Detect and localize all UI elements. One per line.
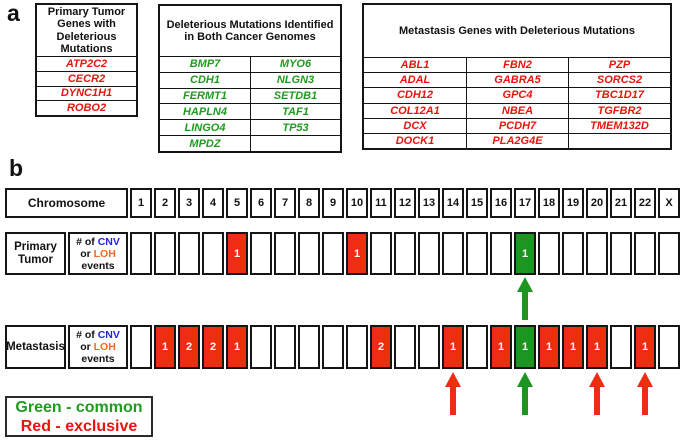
chr-X-cell-empty (658, 232, 680, 275)
gene-grid (37, 56, 136, 115)
gene-ROBO2: ROBO2 (37, 100, 136, 115)
gene-FBN2: FBN2 (466, 57, 568, 72)
gene-LINGO4: LINGO4 (160, 119, 250, 135)
chromosome-header-row (5, 188, 680, 218)
chr-12-cell-empty (394, 325, 416, 369)
events-label (68, 325, 128, 369)
chromosome-8-header: 8 (298, 188, 320, 218)
chr-7-cell-empty (274, 232, 296, 275)
gene-NLGN3: NLGN3 (250, 72, 340, 88)
chr-4-cell-exclusive: 2 (202, 325, 224, 369)
metastasis-row (5, 325, 680, 369)
gene-box-primary-tumor (35, 3, 138, 117)
chromosome-header-label: Chromosome (5, 188, 128, 218)
chromosome-11-header: 11 (370, 188, 392, 218)
chr-11-cell-empty (370, 232, 392, 275)
chr-20-cell-empty (586, 232, 608, 275)
chr-1-cell-empty (130, 325, 152, 369)
chr-10-cell-exclusive: 1 (346, 232, 368, 275)
chr-21-cell-empty (610, 325, 632, 369)
chr-9-cell-empty (322, 325, 344, 369)
gene-BMP7: BMP7 (160, 56, 250, 72)
chr-22-cell-empty (634, 232, 656, 275)
chr-13-cell-empty (418, 325, 440, 369)
chromosome-19-header: 19 (562, 188, 584, 218)
chr-12-cell-empty (394, 232, 416, 275)
chromosome-5-header: 5 (226, 188, 248, 218)
chr-20-cell-exclusive: 1 (586, 325, 608, 369)
chr-15-cell-empty (466, 232, 488, 275)
loh-label: LOH (93, 247, 116, 260)
gene-TMEM132D: TMEM132D (568, 118, 670, 133)
row-label-primary-tumor: Primary Tumor (5, 232, 66, 275)
gene-SORCS2: SORCS2 (568, 72, 670, 87)
gene-DYNC1H1: DYNC1H1 (37, 86, 136, 101)
gene-CECR2: CECR2 (37, 71, 136, 86)
chr-16-cell-empty (490, 232, 512, 275)
red-up-arrow-icon-chr-14 (444, 372, 462, 415)
gene-COL12A1: COL12A1 (364, 103, 466, 118)
gene-FERMT1: FERMT1 (160, 88, 250, 104)
chr-2-cell-empty (154, 232, 176, 275)
chr-7-cell-empty (274, 325, 296, 369)
gene-box-title: Metastasis Genes with Deleterious Mutations (399, 24, 635, 37)
chromosome-X-header: X (658, 188, 680, 218)
gene-grid (160, 56, 340, 151)
gene-PCDH7: PCDH7 (466, 118, 568, 133)
chr-X-cell-empty (658, 325, 680, 369)
loh-label: LOH (93, 341, 116, 353)
gene-box-title: Deleterious Mutations Identified in Both Cancer Genomes (166, 18, 334, 43)
chromosome-21-header: 21 (610, 188, 632, 218)
chromosome-22-header: 22 (634, 188, 656, 218)
chr-6-cell-empty (250, 232, 272, 275)
chr-1-cell-empty (130, 232, 152, 275)
legend-common: Green - common (15, 398, 143, 416)
chromosome-2-header: 2 (154, 188, 176, 218)
chr-8-cell-empty (298, 325, 320, 369)
chr-3-cell-empty (178, 232, 200, 275)
chr-5-cell-exclusive: 1 (226, 325, 248, 369)
chromosome-4-header: 4 (202, 188, 224, 218)
gene-SETDB1: SETDB1 (250, 88, 340, 104)
chr-18-cell-empty (538, 232, 560, 275)
gene-HAPLN4: HAPLN4 (160, 103, 250, 119)
red-up-arrow-icon-chr-20 (588, 372, 606, 415)
chr-6-cell-empty (250, 325, 272, 369)
red-up-arrow-icon-chr-22 (636, 372, 654, 415)
chr-22-cell-exclusive: 1 (634, 325, 656, 369)
chromosome-7-header: 7 (274, 188, 296, 218)
legend-box (5, 396, 153, 437)
chr-21-cell-empty (610, 232, 632, 275)
gene-GABRA5: GABRA5 (466, 72, 568, 87)
chr-8-cell-empty (298, 232, 320, 275)
chr-13-cell-empty (418, 232, 440, 275)
gene-CDH12: CDH12 (364, 87, 466, 102)
chromosome-6-header: 6 (250, 188, 272, 218)
chromosome-1-header: 1 (130, 188, 152, 218)
events-label-line3: events (81, 259, 115, 272)
gene-ADAL: ADAL (364, 72, 466, 87)
green-up-arrow-icon-chr-17 (516, 372, 534, 415)
panel-a-label: a (7, 0, 20, 26)
chromosome-17-header: 17 (514, 188, 536, 218)
chr-19-cell-empty (562, 232, 584, 275)
chr-18-cell-exclusive: 1 (538, 325, 560, 369)
chr-4-cell-empty (202, 232, 224, 275)
gene-TP53: TP53 (250, 119, 340, 135)
gene-MPDZ: MPDZ (160, 135, 250, 151)
legend-exclusive: Red - exclusive (20, 417, 138, 435)
chr-19-cell-exclusive: 1 (562, 325, 584, 369)
green-up-arrow-icon-chr-17 (516, 277, 534, 320)
chr-5-cell-exclusive: 1 (226, 232, 248, 275)
gene-box-title: Primary Tumor Genes with Deleterious Mutations (47, 5, 126, 55)
gene-box-both-genomes (158, 4, 342, 153)
events-label-line1: # of CNV (76, 329, 120, 341)
chromosome-16-header: 16 (490, 188, 512, 218)
gene-NBEA: NBEA (466, 103, 568, 118)
chr-11-cell-exclusive: 2 (370, 325, 392, 369)
gene-GPC4: GPC4 (466, 87, 568, 102)
chromosome-14-header: 14 (442, 188, 464, 218)
chr-14-cell-empty (442, 232, 464, 275)
chr-3-cell-exclusive: 2 (178, 325, 200, 369)
row-label-metastasis: Metastasis (5, 325, 66, 369)
chr-16-cell-exclusive: 1 (490, 325, 512, 369)
cnv-label: CNV (97, 235, 120, 248)
chromosome-3-header: 3 (178, 188, 200, 218)
gene-TAF1: TAF1 (250, 103, 340, 119)
events-label (68, 232, 128, 275)
chr-17-cell-common: 1 (514, 325, 536, 369)
chr-17-cell-common: 1 (514, 232, 536, 275)
chromosome-15-header: 15 (466, 188, 488, 218)
chromosome-13-header: 13 (418, 188, 440, 218)
gene-PZP: PZP (568, 57, 670, 72)
gene-CDH1: CDH1 (160, 72, 250, 88)
cnv-label: CNV (97, 329, 120, 341)
gene-PLA2G4E: PLA2G4E (466, 133, 568, 148)
gene-box-metastasis (362, 3, 672, 150)
events-label-line2: or LOH (80, 341, 116, 353)
chr-14-cell-exclusive: 1 (442, 325, 464, 369)
chromosome-12-header: 12 (394, 188, 416, 218)
gene-ABL1: ABL1 (364, 57, 466, 72)
gene-DOCK1: DOCK1 (364, 133, 466, 148)
gene-cell-empty (250, 135, 340, 151)
chr-2-cell-exclusive: 1 (154, 325, 176, 369)
events-label-line1: # of CNV (76, 235, 120, 248)
chromosome-18-header: 18 (538, 188, 560, 218)
chromosome-20-header: 20 (586, 188, 608, 218)
chr-10-cell-empty (346, 325, 368, 369)
events-label-line2: or LOH (80, 247, 116, 260)
events-label-line3: events (81, 353, 115, 365)
gene-TGFBR2: TGFBR2 (568, 103, 670, 118)
gene-TBC1D17: TBC1D17 (568, 87, 670, 102)
gene-DCX: DCX (364, 118, 466, 133)
gene-ATP2C2: ATP2C2 (37, 56, 136, 71)
gene-grid (364, 57, 670, 148)
primary-tumor-row (5, 232, 680, 275)
gene-MYO6: MYO6 (250, 56, 340, 72)
chromosome-10-header: 10 (346, 188, 368, 218)
chr-9-cell-empty (322, 232, 344, 275)
panel-b-label: b (9, 155, 24, 181)
chr-15-cell-empty (466, 325, 488, 369)
chromosome-9-header: 9 (322, 188, 344, 218)
gene-cell-empty (568, 133, 670, 148)
